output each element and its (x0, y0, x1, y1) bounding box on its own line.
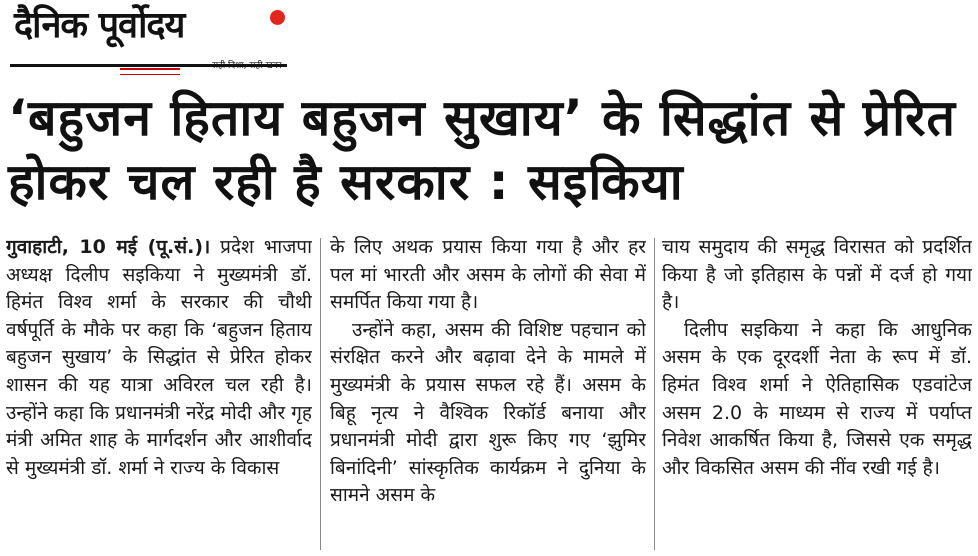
column-divider (654, 238, 655, 550)
dateline: गुवाहाटी, 10 मई (पू.सं.)। (6, 236, 211, 258)
article-paragraph: के लिए अथक प्रयास किया गया है और हर पल मां भारती और असम के लोगों की सेवा में समर्पित किया गया है। (330, 236, 646, 314)
article-paragraph: चाय समुदाय की समृद्ध विरासत को प्रदर्शित किया है जो इतिहास के पन्नों में दर्ज हो गया है। (662, 236, 972, 314)
article-paragraph (6, 234, 312, 482)
headline: ‘बहुजन हिताय बहुजन सुखाय’ के सिद्धांत से प्रेरित होकर चल रही है सरकार : सइकिया (8, 89, 957, 211)
column-divider (320, 238, 321, 550)
newspaper-logo: दैनिक पूर्वोदय (14, 5, 185, 46)
article-text: प्रदेश भाजपा अध्यक्ष दिलीप सइकिया ने मुख्यमंत्री डॉ. हिमंत विश्व शर्मा के सरकार की चौथी वर्षपूर्ति के मौके पर कहा कि ‘बहुजन हिताय बहुजन सुखाय’ के सिद्धांत से प्रेरित होकर शासन की यह यात्रा अविरल चल रही है। उन्होंने कहा कि प्रधानमंत्री नरेंद्र मोदी और गृह मंत्री अमित शाह के मार्गदर्शन और आशीर्वाद से मुख्यमंत्री डॉ. शर्मा ने राज्य के विकास (6, 236, 312, 479)
article-column-3 (662, 234, 972, 552)
article-paragraph: दिलीप सइकिया ने कहा कि आधुनिक असम के एक दूरदर्शी नेता के रूप में डॉ. हिमंत विश्व शर्मा ने ऐतिहासिक एडवांटेज असम 2.0 के माध्यम से राज्य में पर्याप्त निवेश आकर्षित किया है, जिससे एक समृद्ध और विकसित असम की नींव रखी गई है। (662, 318, 972, 479)
masthead-accent-rule (120, 68, 180, 75)
article-column-2 (330, 234, 646, 552)
logo-dot-icon (270, 10, 285, 25)
article-paragraph: उन्होंने कहा, असम की विशिष्ट पहचान को संरक्षित करने और बढ़ावा देने के मामले में मुख्यमंत्री के प्रयास सफल रहे हैं। असम के बिहू नृत्य ने वैश्विक रिकॉर्ड बनाया और प्रधानमंत्री मोदी द्वारा शुरू किए गए ‘झुमिर बिनांदिनी’ सांस्कृतिक कार्यक्रम ने दुनिया के सामने असम के (330, 318, 646, 507)
article-column-1 (6, 234, 312, 552)
masthead-rule (10, 64, 287, 67)
